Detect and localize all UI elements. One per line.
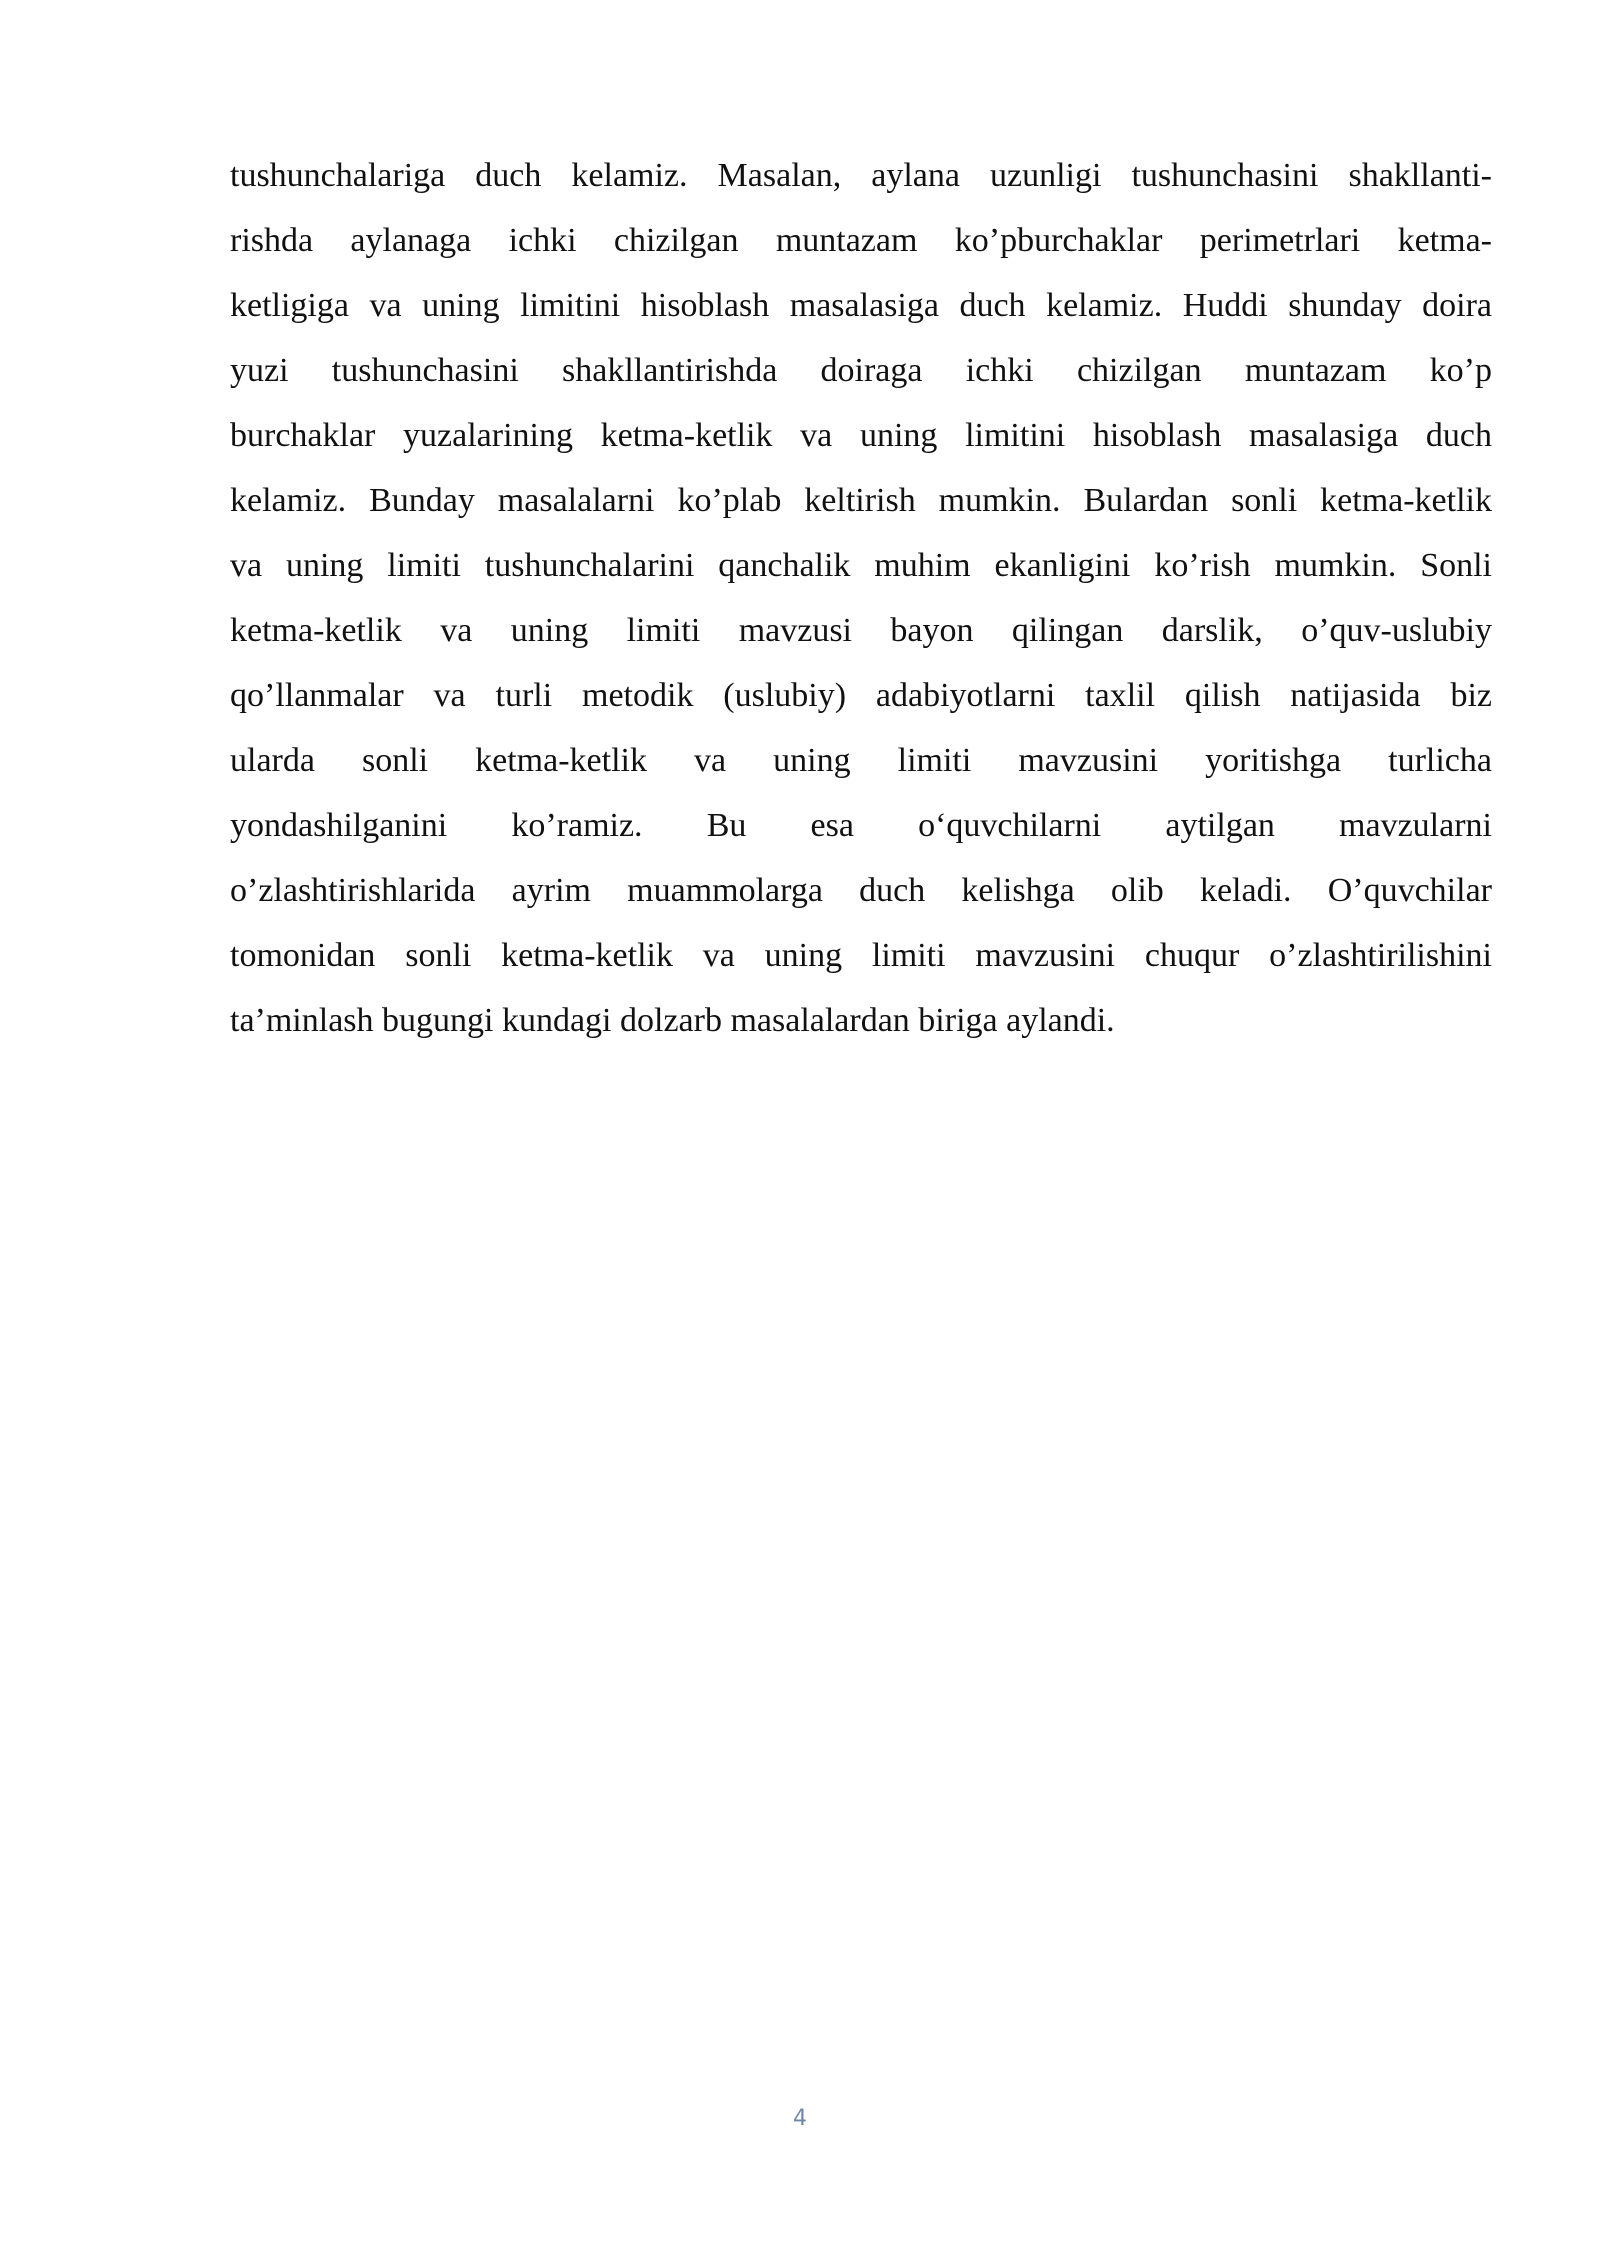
text-line: ketligiga va uning limitini hisoblash masalasiga duch kelamiz. Huddi shunday doira [230,287,1492,324]
text-line: ta’minlash bugungi kundagi dolzarb masalalardan biriga aylandi. [230,1002,1115,1039]
text-line: tomonidan sonli ketma-ketlik va uning limiti mavzusini chuqur o’zlashtirilishini [230,937,1492,974]
text-line: rishda aylanaga ichki chizilgan muntazam ko’pburchaklar perimetrlari ketma- [230,222,1492,259]
text-line: tushunchalariga duch kelamiz. Masalan, aylana uzunligi tushunchasini shakllanti- [230,157,1492,194]
text-line: ketma-ketlik va uning limiti mavzusi bayon qilingan darslik, o’quv-uslubiy [230,612,1492,649]
text-line: kelamiz. Bunday masalalarni ko’plab keltirish mumkin. Bulardan sonli ketma-ketlik [230,482,1492,519]
text-line: burchaklar yuzalarining ketma-ketlik va uning limitini hisoblash masalasiga duch [230,417,1492,454]
text-line: qo’llanmalar va turli metodik (uslubiy) adabiyotlarni taxlil qilish natijasida biz [230,677,1492,714]
text-line: o’zlashtirishlarida ayrim muammolarga duch kelishga olib keladi. O’quvchilar [230,872,1492,909]
text-line: ularda sonli ketma-ketlik va uning limiti mavzusini yoritishga turlicha [230,742,1492,779]
page-number: 4 [793,2106,807,2131]
body-paragraph [230,150,1492,1060]
text-line: yondashilganini ko’ramiz. Bu esa o‘quvchilarni aytilgan mavzularni [230,807,1492,844]
text-line: va uning limiti tushunchalarini qanchalik muhim ekanligini ko’rish mumkin. Sonli [230,547,1492,584]
text-line: yuzi tushunchasini shakllantirishda doiraga ichki chizilgan muntazam ko’p [230,352,1492,389]
